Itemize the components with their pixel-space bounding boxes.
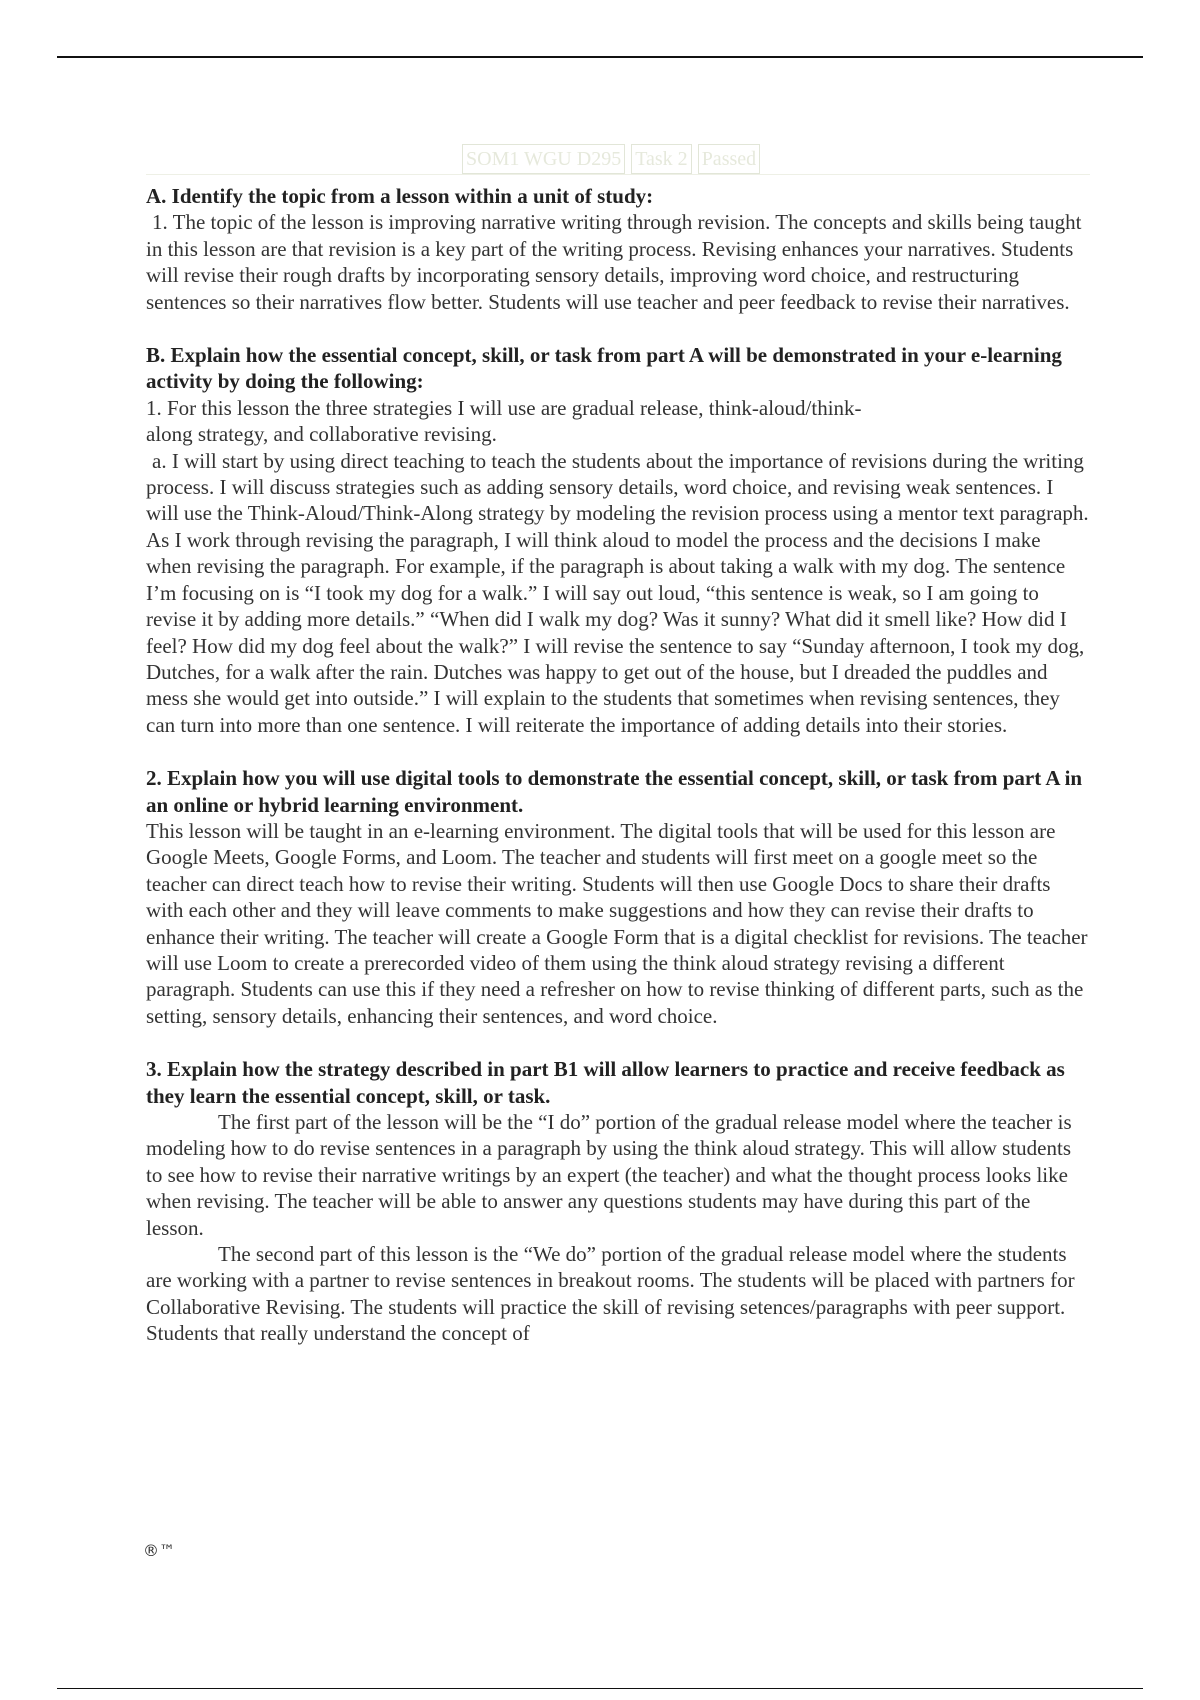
section-a-heading: A. Identify the topic from a lesson within a unit of study: [146, 184, 654, 208]
task-tag: Task 2 [631, 144, 691, 174]
question-3-paragraph-1: The first part of the lesson will be the “I do” portion of the gradual release model where the teacher is modeling how to do revise sentences in a paragraph by using the think aloud strategy. This will allow students to see how to revise their narrative writings by an expert (the teacher) and what the thought process looks like when revising. The teacher will be able to answer any questions students may have during this part of the lesson. [146, 1110, 1072, 1240]
spacer [146, 315, 1090, 342]
course-tag: SOM1 WGU D295 [462, 144, 625, 174]
section-b-heading: B. Explain how the essential concept, skill, or task from part A will be demonstrated in your e-learning activity by doing the following: [146, 343, 1062, 394]
section-b1a-paragraph: a. I will start by using direct teaching to teach the students about the importance of revisions during the writing process. I will discuss strategies such as adding sensory details, word choice, and revising weak sentences. I will use the Think-Aloud/Think-Along strategy by modeling the revision process using a mentor text paragraph. As I work through revising the paragraph, I will think aloud to model the process and the decisions I make when revising the paragraph. For example, if the paragraph is about taking a walk with my dog. The sentence I’m focusing on is “I took my dog for a walk.” I will say out loud, “this sentence is weak, so I am going to revise it by adding more details.” “When did I walk my dog? Was it sunny? What did it smell like? How did I feel? How did my dog feel about the walk?” I will revise the sentence to say “Sunday afternoon, I took my dog, Dutches, for a walk after the rain. Dutches was happy to get out of the house, but I dreaded the puddles and mess she would get into outside.” I will explain to the students that sometimes when revising sentences, they can turn into more than one sentence. I will reiterate the importance of adding details into their stories. [146, 448, 1089, 737]
trademark-mark: ®™ [143, 1541, 175, 1560]
spacer [146, 738, 1090, 765]
header-divider [146, 174, 1090, 175]
spacer [146, 1029, 1090, 1056]
status-tag: Passed [698, 144, 760, 174]
top-rule [57, 56, 1143, 58]
question-2-heading: 2. Explain how you will use digital tools to demonstrate the essential concept, skill, or task from part A in an online or hybrid learning environment. [146, 766, 1083, 817]
bottom-rule [57, 1688, 1143, 1689]
question-3-paragraph-2: The second part of this lesson is the “We do” portion of the gradual release model where the students are working with a partner to revise sentences in breakout rooms. The students will be placed with partners for Collaborative Revising. The students will practice the skill of revising setences/paragraphs with peer support. Students that really understand the concept of [146, 1242, 1075, 1346]
section-b1-line-1: 1. For this lesson the three strategies I will use are gradual release, think-aloud/think- [146, 395, 862, 420]
document-header-tags [462, 144, 760, 174]
document-body [146, 183, 1090, 1347]
question-2-paragraph: This lesson will be taught in an e-learning environment. The digital tools that will be used for this lesson are Google Meets, Google Forms, and Loom. The teacher and students will first meet on a google meet so the teacher can direct teach how to revise their writing. Students will then use Google Docs to share their drafts with each other and they will leave comments to make suggestions and how they can revise their drafts to enhance their writing. The teacher will create a Google Form that is a digital checklist for revisions. The teacher will use Loom to create a prerecorded video of them using the think aloud strategy revising a different paragraph. Students can use this if they need a refresher on how to revise thinking of different parts, such as the setting, sensory details, enhancing their sentences, and word choice. [146, 818, 1088, 1028]
section-b1-line-2: along strategy, and collaborative revising. [146, 422, 497, 447]
section-a-paragraph: 1. The topic of the lesson is improving narrative writing through revision. The concepts and skills being taught in this lesson are that revision is a key part of the writing process. Revising enhances your narratives. Students will revise their rough drafts by incorporating sensory details, improving word choice, and restructuring sentences so their narratives flow better. Students will use teacher and peer feedback to revise their narratives. [146, 210, 1082, 314]
question-3-heading: 3. Explain how the strategy described in part B1 will allow learners to practice and receive feedback as they learn the essential concept, skill, or task. [146, 1057, 1065, 1108]
